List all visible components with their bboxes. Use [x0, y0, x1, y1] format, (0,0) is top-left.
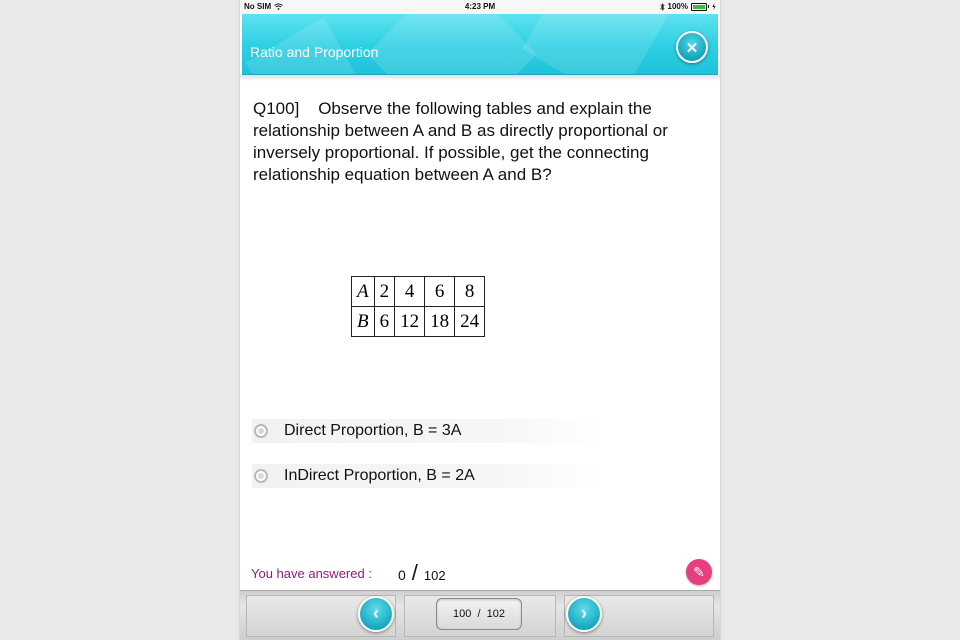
count-separator: /: [411, 560, 418, 585]
note-button[interactable]: [686, 559, 712, 585]
answered-count: [398, 560, 446, 586]
navigation-bar: [240, 590, 720, 640]
previous-question-button[interactable]: [358, 596, 394, 632]
data-table: [351, 276, 485, 337]
carrier-label: No SIM: [244, 2, 272, 11]
title-bar: [242, 14, 718, 75]
chevron-left-icon: ‹: [373, 603, 379, 623]
bluetooth-icon: [660, 3, 665, 11]
answered-label: You have answered :: [251, 566, 372, 581]
status-bar: [240, 0, 720, 14]
table-cell: 6: [425, 277, 455, 307]
battery-percent: 100%: [667, 2, 688, 11]
row-label: B: [352, 307, 375, 337]
table-row: [352, 307, 485, 337]
table-cell: 12: [395, 307, 425, 337]
screen-title: Ratio and Proportion: [250, 44, 379, 60]
radio-button[interactable]: [254, 424, 268, 438]
battery-icon: [691, 3, 707, 11]
answer-option-label: InDirect Proportion, B = 2A: [284, 467, 475, 484]
table-cell: 6: [374, 307, 395, 337]
table-row: [352, 277, 485, 307]
answered-number: 0: [398, 567, 406, 583]
table-cell: 18: [425, 307, 455, 337]
table-cell: 2: [374, 277, 395, 307]
app-screen: [240, 0, 720, 640]
clock: 4:23 PM: [464, 2, 496, 11]
answer-option-2[interactable]: [252, 464, 602, 488]
pen-icon: ✎: [693, 564, 705, 580]
row-label: A: [352, 277, 375, 307]
table-cell: 8: [455, 277, 485, 307]
chevron-right-icon: ›: [581, 603, 587, 623]
next-question-button[interactable]: [566, 596, 602, 632]
table-cell: 4: [395, 277, 425, 307]
table-cell: 24: [455, 307, 485, 337]
question-text: Q100] Observe the following tables and explain the relationship between A and B as directly proportional or inversely proportional. If possible, get the connecting relationship equation between A and B?: [253, 99, 673, 184]
close-icon: ✕: [685, 40, 699, 57]
page-indicator: 100 / 102: [436, 598, 522, 630]
answer-option-label: Direct Proportion, B = 3A: [284, 422, 462, 439]
total-questions: 102: [423, 568, 446, 583]
radio-button[interactable]: [254, 469, 268, 483]
header-decoration: [367, 14, 537, 75]
answer-option-1[interactable]: [252, 419, 602, 443]
charging-icon: [712, 3, 716, 10]
close-button[interactable]: [676, 31, 708, 63]
